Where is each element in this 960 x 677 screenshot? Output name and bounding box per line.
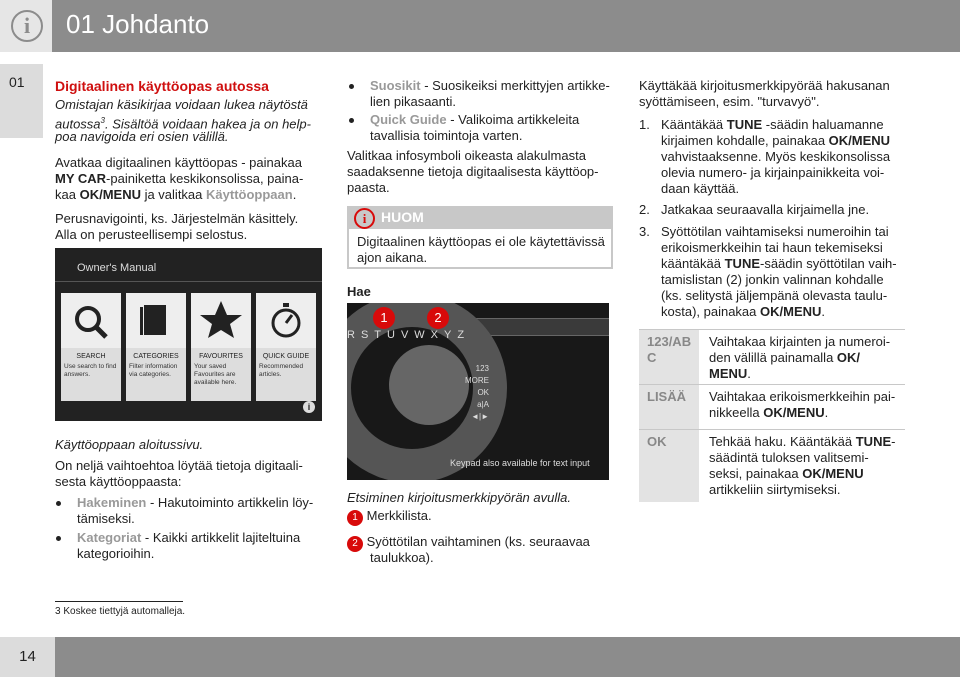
paragraph-line: Käyttäkää kirjoitusmerkkipyörää hakusanan — [639, 78, 890, 93]
info-icon: i — [354, 208, 375, 229]
bullet-item-cont: tavallisia toimintoja varten. — [370, 128, 523, 143]
page-footer — [0, 637, 960, 677]
bullet-item: Suosikit - Suosikeiksi merkittyjen artikke- — [370, 78, 610, 94]
input-mode-list: 123 MORE OK a|A ◄|► — [465, 364, 489, 421]
wheel-letters: RSTUVWXYZ — [347, 329, 471, 341]
callout-2: 2 — [427, 307, 449, 329]
paragraph-line: sesta käyttöoppaasta: — [55, 474, 182, 489]
star-icon — [191, 293, 251, 348]
step-line: daan käyttää. — [661, 181, 740, 196]
page-header — [0, 0, 960, 52]
note-title: HUOM — [381, 209, 424, 225]
bullet-item: Hakeminen - Hakutoiminto artikkelin löy- — [77, 495, 313, 511]
figure-caption: Etsiminen kirjoitusmerkkipyörän avulla. — [347, 490, 571, 505]
step-3: 3. Syöttötilan vaihtamiseksi numeroihin tai — [639, 224, 889, 239]
footnote-rule — [55, 601, 183, 602]
step-line: vahvistaaksenne. Myös keskikonsolissa — [661, 149, 891, 164]
step-line: erikoismerkkeihin tai haun tekemiseksi — [661, 240, 883, 255]
paragraph-line: kaa OK/MENU ja valitkaa Käyttöoppaan. — [55, 187, 297, 202]
legend-item: 1 Merkkilista. — [347, 508, 432, 526]
step-2: 2. Jatkakaa seuraavalla kirjaimella jne. — [639, 202, 870, 217]
bullet-item-cont: lien pikasaanti. — [370, 94, 456, 109]
paragraph-line: Alla on perusteellisempi selostus. — [55, 227, 248, 242]
table-row: 123/AB C Vaihtakaa kirjainten ja numeroi- den välillä painamalla OK/ MENU. — [639, 329, 905, 384]
intro-line: Omistajan käsikirjaa voidaan lukea näytöstä — [55, 97, 308, 112]
step-line: tamislistan (2) jonkin valinnan kohdalle — [661, 272, 884, 287]
bullet-item: Quick Guide - Valikoima artikkeleita — [370, 112, 579, 128]
table-row: OK Tehkää haku. Kääntäkää TUNE- säädintä tuloksen valitsemi- seksi, painakaa OK/MENU artikkeliin siirtymiseksi. — [639, 429, 905, 502]
categories-card: CATEGORIES Filter information via categories. — [126, 293, 186, 401]
status-text: Keypad also available for text input — [450, 458, 590, 468]
quick-guide-card: QUICK GUIDE Recommended articles. — [256, 293, 316, 401]
paragraph-line: Avatkaa digitaalinen käyttöopas - painakaa — [55, 155, 302, 170]
search-icon — [61, 293, 121, 348]
paragraph-line: Valitkaa infosymboli oikeasta alakulmasta — [347, 148, 586, 163]
subheading: Hae — [347, 284, 371, 299]
owners-manual-screenshot — [55, 248, 322, 421]
bullet-item-cont: kategorioihin. — [77, 546, 155, 561]
stopwatch-icon — [256, 293, 316, 348]
note-text: Digitaalinen käyttöopas ei ole käytettävissä — [357, 234, 605, 249]
paragraph-line: Perusnavigointi, ks. Järjestelmän käsittely. — [55, 211, 299, 226]
intro-line: autossa$^3$. Sisältöä voidaan hakea ja on help- — [55, 116, 311, 132]
step-line: kääntäkää TUNE-säädin syöttötilan vaih- — [661, 256, 897, 271]
info-icon: i — [303, 401, 315, 413]
step-line: kirjaimen kohdalle, painakaa OK/MENU — [661, 133, 891, 148]
legend-item-cont: taulukkoa). — [370, 550, 434, 565]
section-heading: Digitaalinen käyttöopas autossa — [55, 78, 269, 94]
note-header — [347, 206, 613, 229]
paragraph-line: MY CAR-painiketta keskikonsolissa, paina- — [55, 171, 304, 186]
page-title: 01 Johdanto — [66, 9, 210, 39]
paragraph-line: saadaksenne tietoja digitaalisesta käyttöop- — [347, 164, 599, 179]
table-row: LISÄÄ Vaihtakaa erikoismerkkeihin pai- nikkeella OK/MENU. — [639, 384, 905, 429]
paragraph-line: On neljä vaihtoehtoa löytää tietoja digitaali- — [55, 458, 303, 473]
bullet-item-cont: tämiseksi. — [77, 511, 135, 526]
info-icon: i — [11, 10, 43, 42]
screen-title: Owner's Manual — [77, 262, 157, 274]
step-line: kosta), painakaa OK/MENU. — [661, 304, 826, 319]
bullet-item: Kategoriat - Kaikki artikkelit lajiteltuina — [77, 530, 300, 546]
categories-icon — [126, 293, 186, 348]
footnote: 3 Koskee tiettyjä automalleja. — [55, 606, 186, 617]
intro-line: poa navigoida eri osien välillä. — [55, 129, 229, 144]
info-icon-box — [0, 0, 52, 52]
paragraph-line: paasta. — [347, 180, 390, 195]
favourites-card: FAVOURITES Your saved Favourites are available here. — [191, 293, 251, 401]
callout-1: 1 — [373, 307, 395, 329]
chapter-tab: 01 — [0, 64, 43, 138]
step-line: olevia numero- ja kirjainpainikkeita voi- — [661, 165, 885, 180]
paragraph-line: syöttämiseen, esim. "turvavyö". — [639, 94, 820, 109]
note-text: ajon aikana. — [357, 250, 428, 265]
figure-caption: Käyttöoppaan aloitussivu. — [55, 437, 204, 452]
legend-item: 2 Syöttötilan vaihtaminen (ks. seuraavaa — [347, 534, 590, 552]
step-line: (ks. selitystä jäljempänä olevasta taulu- — [661, 288, 888, 303]
step-1: 1. Kääntäkää TUNE -säädin haluamanne — [639, 117, 884, 132]
keypad-screenshot — [347, 303, 609, 480]
footnote-ref: 3 — [100, 116, 105, 125]
page-number: 14 — [0, 637, 55, 677]
search-card: SEARCH Use search to find answers. — [61, 293, 121, 401]
